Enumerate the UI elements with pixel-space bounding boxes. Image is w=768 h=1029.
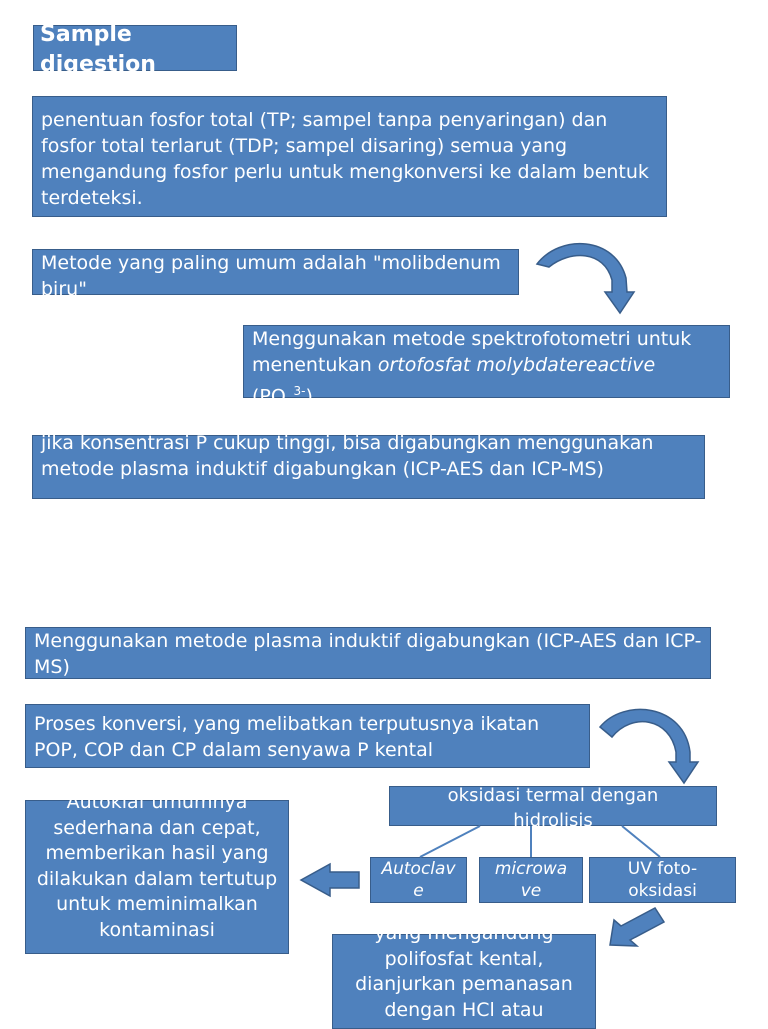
common-method-text: Metode yang paling umum adalah "molibdenum biru" [41,252,501,300]
plasma-method-text: Menggunakan metode plasma induktif digabungkan (ICP-AES dan ICP-MS) [34,630,702,678]
spectro-italic-text: ortofosfat molybdatereactive [377,354,656,376]
connector-autoclave [420,826,480,857]
down-left-arrow-icon [610,908,664,946]
thermal-oxidation-text: oksidasi termal dengan hidrolisis [447,785,659,831]
spectro-formula-sub: 4 [285,396,294,411]
polyphosphate-text: yang mengandung polifosfat kental, dianjurkan pemanasan dengan HCl atau [355,922,573,1021]
connector-uv [622,826,660,857]
spectro-text: Menggunakan metode spektrofotometri untuk menentukan [252,328,692,376]
left-arrow-icon [301,864,359,896]
autoclave-text: Autoclave [381,859,456,901]
spectro-formula-sup: 3- [293,384,306,398]
page-title-text: Sample digestion [40,22,156,77]
microwave-text: microwave [494,859,568,901]
autoclave-note-text: Autoklaf umumnya sederhana dan cepat, memberikan hasil yang dilakukan dalam tertutup untuk meminimalkan kontaminasi [36,791,278,941]
high-concentration-text: jika konsentrasi P cukup tinggi, bisa digabungkan menggunakan metode plasma induktif digabungkan (ICP-AES dan ICP-MS) [41,432,654,480]
spectro-formula-open: (PO [252,385,286,408]
intro-text: penentuan fosfor total (TP; sampel tanpa penyaringan) dan fosfor total terlarut (TDP; sampel disaring) semua yang mengandung fosfor perlu untuk mengkonversi ke dalam bentuk terdeteksi. [41,109,649,209]
uv-oxidation-text: UV foto-oksidasi [627,859,698,901]
curved-arrow-icon [600,709,698,783]
spectro-formula-close: ) [305,385,313,408]
curved-arrow-icon [537,244,634,313]
conversion-text: Proses konversi, yang melibatkan terputusnya ikatan POP, COP dan CP dalam senyawa P kental [34,713,540,761]
